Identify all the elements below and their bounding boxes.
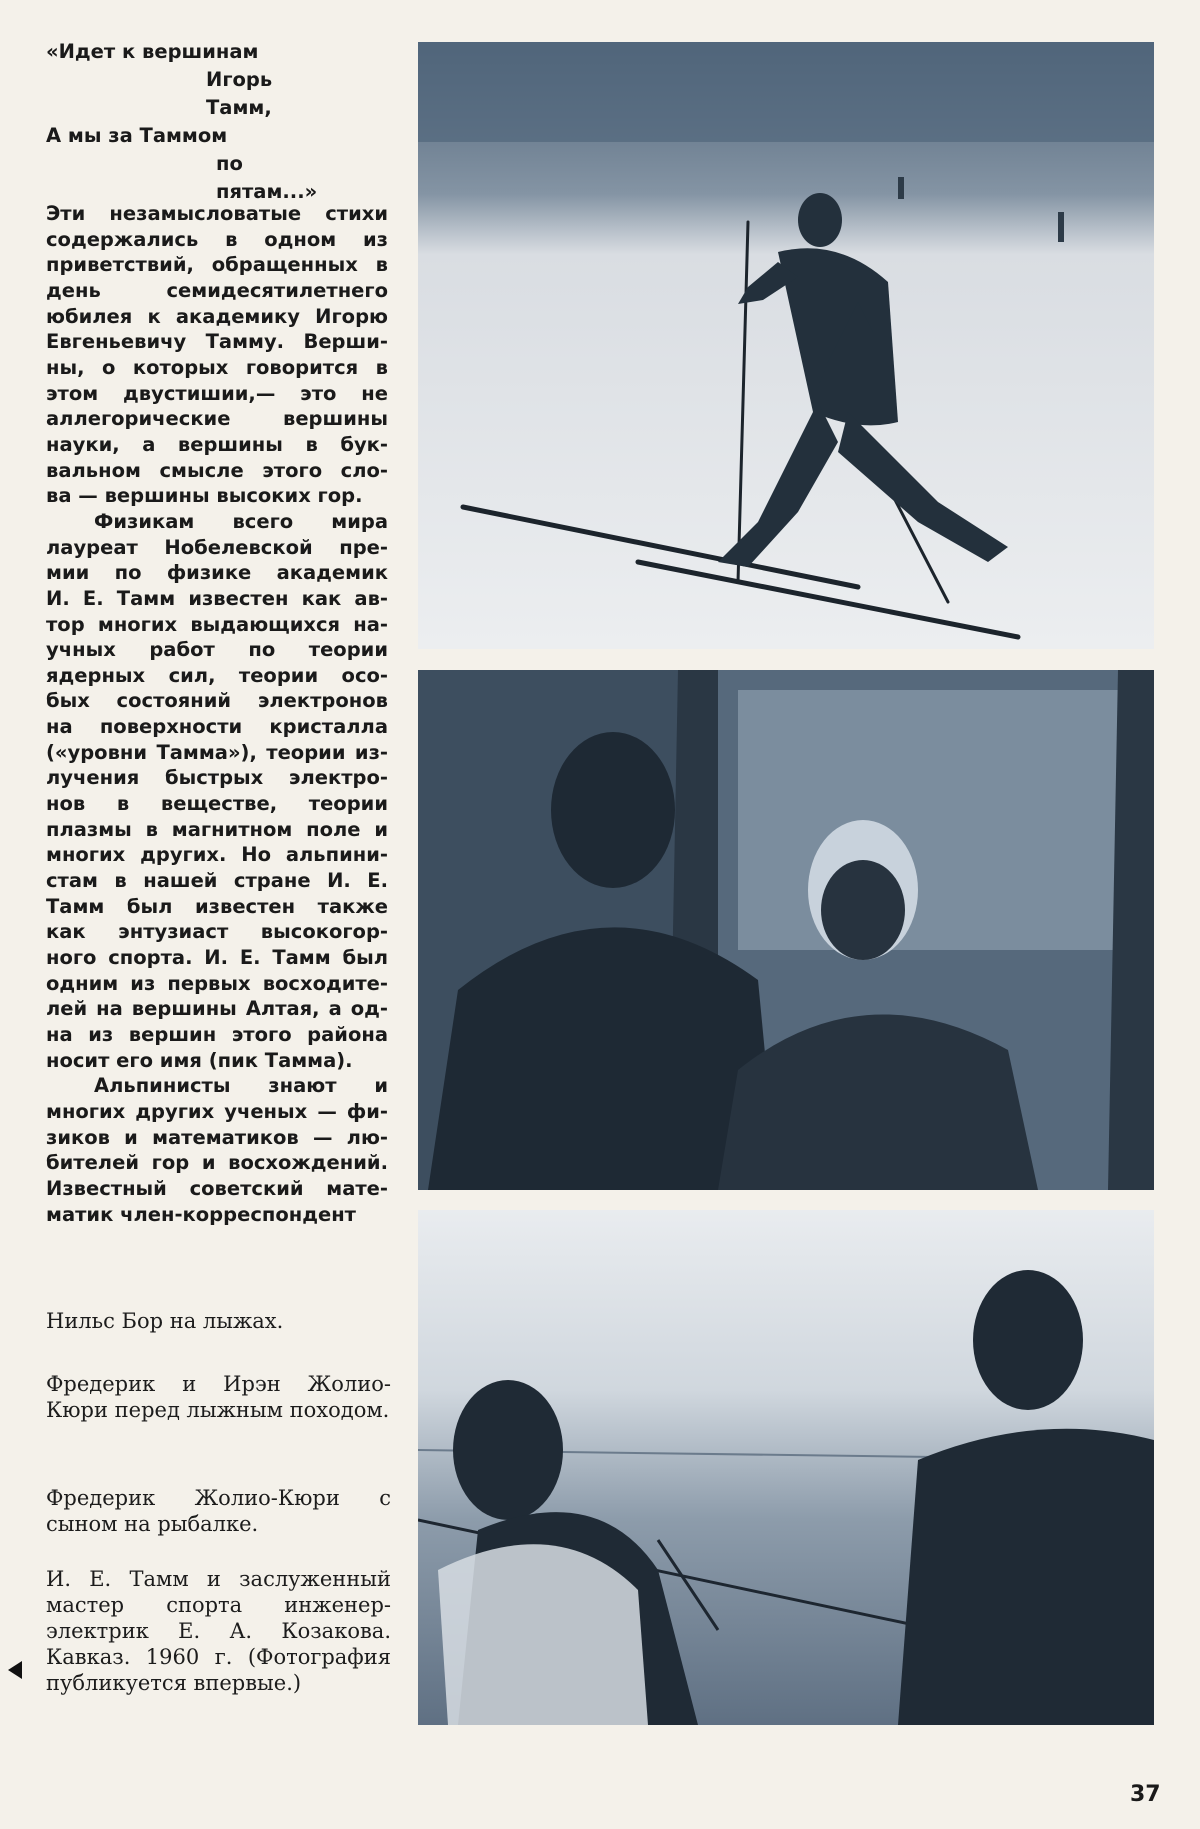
body-line: Известный советский мате-	[46, 1176, 388, 1200]
article-body	[46, 201, 388, 1227]
body-line: бителей гор и восхождений.	[46, 1151, 388, 1175]
body-line: мии по физике академик	[46, 561, 388, 585]
caption-fishing	[46, 1485, 391, 1537]
body-line: лучения быстрых электро-	[46, 766, 388, 790]
body-line: нов в веществе, теории	[46, 792, 388, 816]
body-line: ядерных сил, теории осо-	[46, 663, 388, 687]
body-line: бых состояний электронов	[46, 689, 388, 713]
body-line: на поверхности кристалла	[46, 715, 388, 739]
photo-fishing	[418, 1210, 1154, 1725]
body-line: на из вершин этого района	[46, 1023, 388, 1046]
body-line: вальном смысле этого сло-	[46, 458, 388, 482]
epigraph-line: по пятам...»	[216, 152, 318, 203]
body-line: И. Е. Тамм известен как ав-	[46, 586, 388, 610]
body-line: Тамм был известен также	[46, 894, 388, 918]
body-line: ны, о которых говорится в	[46, 355, 388, 379]
body-line: этом двустишии,— это не	[46, 381, 388, 405]
body-line: науки, а вершины в бук-	[46, 432, 388, 456]
body-line: многих других. Но альпини-	[46, 843, 388, 867]
body-line: юбилея к академику Игорю	[46, 304, 388, 328]
body-line: Альпинисты знают и	[94, 1074, 388, 1098]
body-line: день семидесятилетнего	[46, 278, 388, 302]
caption-bohr	[46, 1308, 391, 1334]
body-line: учных работ по теории	[46, 638, 388, 662]
body-line: Эти незамысловатые стихи	[46, 202, 388, 225]
body-line: («уровни Тамма»), теории из-	[46, 740, 388, 764]
body-line: многих других ученых — фи-	[46, 1099, 388, 1123]
caption-text: Фредерик и Ирэн Жолио-Кюри перед лыжным походом.	[46, 1372, 391, 1422]
body-line: ного спорта. И. Е. Тамм был	[46, 946, 388, 970]
page-number: 37	[1130, 1782, 1161, 1807]
body-line: Физикам всего мира	[94, 509, 388, 533]
caption-joliot-curie	[46, 1371, 391, 1423]
body-line: матик член-корреспондент	[46, 1202, 356, 1226]
epigraph-line: «Идет к вершинам	[46, 40, 259, 63]
body-line: приветствий, обращенных в	[46, 253, 388, 277]
pointer-arrow-icon	[8, 1661, 22, 1679]
body-line: содержались в одном из	[46, 227, 388, 251]
body-line: тор многих выдающихся на-	[46, 612, 388, 636]
photo-joliot-curie-couple	[418, 670, 1154, 1190]
caption-text: Нильс Бор на лыжах.	[46, 1309, 284, 1333]
epigraph	[46, 38, 336, 206]
body-line: зиков и математиков — лю-	[46, 1125, 388, 1149]
body-line: лей на вершины Алтая, а од-	[46, 997, 388, 1021]
caption-tamm	[46, 1566, 391, 1696]
photo-bohr-skiing	[418, 42, 1154, 649]
body-line: плазмы в магнитном поле и	[46, 817, 388, 841]
body-line: Евгеньевичу Тамму. Верши-	[46, 330, 388, 354]
caption-text: Фредерик Жолио-Кюри с сыном на рыбалке.	[46, 1486, 391, 1536]
body-line: ва — вершины высоких гор.	[46, 484, 363, 508]
body-line: лауреат Нобелевской пре-	[46, 535, 388, 559]
body-line: как энтузиаст высокогор-	[46, 920, 388, 944]
epigraph-line: Игорь Тамм,	[206, 68, 273, 119]
body-line: аллегорические вершины	[46, 407, 388, 431]
body-line: одним из первых восходите-	[46, 971, 388, 995]
body-line: стам в нашей стране И. Е.	[46, 869, 388, 893]
epigraph-line: А мы за Таммом	[46, 124, 228, 147]
caption-text: И. Е. Тамм и заслуженный мастер спорта инженер-электрик Е. А. Козакова. Кавказ. 1960 г. (Фотография публикуется впервые.)	[46, 1567, 391, 1695]
body-line: носит его имя (пик Тамма).	[46, 1048, 353, 1072]
